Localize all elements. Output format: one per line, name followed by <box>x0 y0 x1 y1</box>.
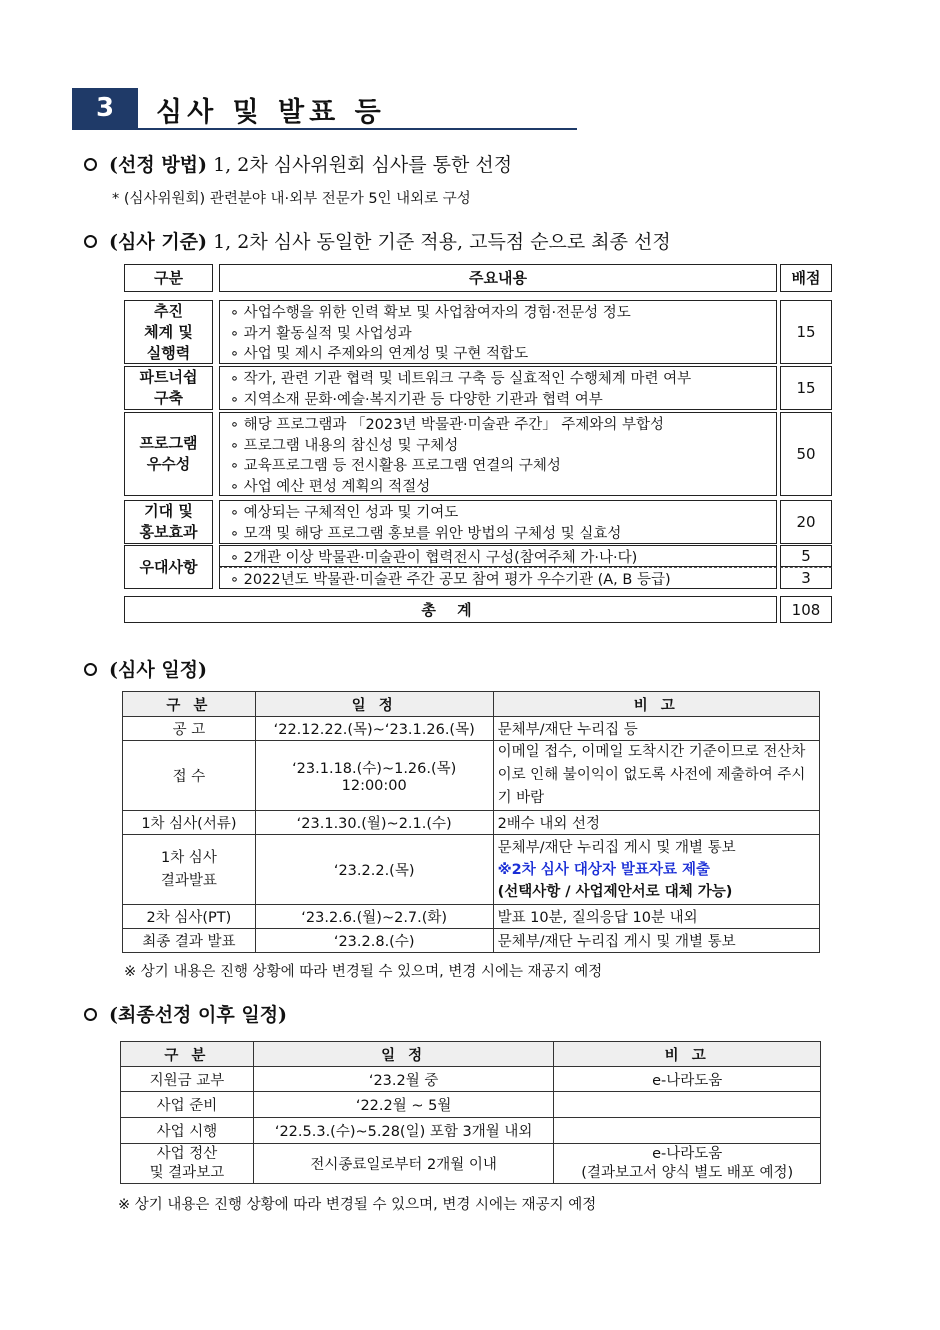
schedule-note-cell <box>493 835 819 905</box>
schedule-note: 발표 10분, 질의응답 10분 내외 <box>493 905 819 929</box>
criteria-category: 기대 및 홍보효과 <box>124 500 213 544</box>
table-row <box>121 1118 821 1144</box>
criteria-score: 3 <box>780 567 832 589</box>
table-row <box>123 741 820 811</box>
criteria-text: 1, 2차 심사 동일한 기준 적용, 고득점 순으로 최종 선정 <box>213 231 671 253</box>
schedule-item: 1차 심사(서류) <box>123 811 256 835</box>
post-schedule-label: (최종선정 이후 일정) <box>109 1004 288 1026</box>
schedule-note: 문체부/재단 누리집 게시 및 개별 통보 <box>497 839 736 856</box>
post-item: 사업 준비 <box>121 1092 254 1118</box>
table-row <box>123 717 820 741</box>
section-header <box>72 88 577 130</box>
post-header-note: 비 고 <box>554 1042 821 1067</box>
schedule-note: 이메일 접수, 이메일 도착시간 기준이므로 전산차이로 인해 불이익이 없도록 사전에 제출하여 주시기 바람 <box>493 741 819 811</box>
table-row <box>123 835 820 905</box>
criteria-item: ∘ 2개관 이상 박물관·미술관이 협력전시 구성(참여주체 가·나·다) <box>230 550 638 566</box>
post-date: ‘22.2월 ~ 5월 <box>253 1092 554 1118</box>
criteria-item: ∘ 예상되는 구체적인 성과 및 기여도 <box>230 505 459 521</box>
schedule-note: 문체부/재단 누리집 게시 및 개별 통보 <box>493 929 819 953</box>
criteria-header-score: 배점 <box>780 264 832 292</box>
schedule-date: ‘23.2.6.(월)~2.7.(화) <box>255 905 493 929</box>
post-item: 사업 시행 <box>121 1118 254 1144</box>
criteria-items <box>219 567 777 589</box>
criteria-item: ∘ 프로그램 내용의 참신성 및 구체성 <box>230 437 459 454</box>
selection-method-text: 1, 2차 심사위원회 심사를 통한 선정 <box>213 154 513 176</box>
criteria-item: ∘ 2022년도 박물관·미술관 주간 공모 참여 평가 우수기관 (A, B 등급) <box>230 572 671 588</box>
criteria-item: ∘ 사업 및 제시 주제와의 연계성 및 구현 적합도 <box>230 346 529 362</box>
criteria-item: ∘ 작가, 관련 기관 협력 및 네트워크 구축 등 실효적인 수행체계 마련 여부 <box>230 371 692 387</box>
circle-bullet-icon <box>84 158 97 171</box>
criteria-score: 5 <box>780 545 832 567</box>
schedule-header-date: 일 정 <box>255 692 493 717</box>
post-header-item: 구 분 <box>121 1042 254 1067</box>
selection-method-heading <box>84 150 512 177</box>
criteria-item: ∘ 모객 및 해당 프로그램 홍보를 위안 방법의 구체성 및 실효성 <box>230 525 622 542</box>
schedule-item: 접 수 <box>123 741 256 811</box>
committee-note: * (심사위원회) 관련분야 내·외부 전문가 5인 내외로 구성 <box>112 191 471 207</box>
schedule-date: ‘23.1.18.(수)~1.26.(목) 12:00:00 <box>255 741 493 811</box>
table-row <box>123 811 820 835</box>
criteria-category: 우대사항 <box>124 545 213 589</box>
circle-bullet-icon <box>84 663 97 676</box>
schedule-footnote: ※ 상기 내용은 진행 상황에 따라 변경될 수 있으며, 변경 시에는 재공지 예정 <box>124 964 603 980</box>
post-schedule-footnote: ※ 상기 내용은 진행 상황에 따라 변경될 수 있으며, 변경 시에는 재공지 예정 <box>118 1197 597 1213</box>
schedule-item: 2차 심사(PT) <box>123 905 256 929</box>
post-note: e-나라도움 <box>554 1067 821 1092</box>
schedule-table <box>122 691 820 953</box>
schedule-date: ‘23.1.30.(월)~2.1.(수) <box>255 811 493 835</box>
selection-method-label: (선정 방법) <box>109 154 208 176</box>
criteria-item: ∘ 사업 예산 편성 계획의 적절성 <box>230 478 431 495</box>
criteria-score: 50 <box>780 412 832 496</box>
post-date: ‘22.5.3.(수)~5.28(일) 포함 3개월 내외 <box>253 1118 554 1144</box>
schedule-heading <box>84 655 207 682</box>
table-row <box>123 905 820 929</box>
schedule-date: ‘23.2.8.(수) <box>255 929 493 953</box>
schedule-note: 문체부/재단 누리집 등 <box>493 717 819 741</box>
table-row <box>121 1144 821 1184</box>
criteria-items <box>219 366 777 410</box>
schedule-header-note: 비 고 <box>493 692 819 717</box>
criteria-score: 20 <box>780 500 832 544</box>
post-date: 전시종료일로부터 2개월 이내 <box>253 1144 554 1184</box>
schedule-header-item: 구 분 <box>123 692 256 717</box>
criteria-header-category: 구분 <box>124 264 213 292</box>
criteria-total: 108 <box>780 596 832 623</box>
post-item: 지원금 교부 <box>121 1067 254 1092</box>
criteria-label: (심사 기준) <box>109 231 208 253</box>
table-row <box>121 1092 821 1118</box>
criteria-item: ∘ 과거 활동실적 및 사업성과 <box>230 325 412 342</box>
section-number: 3 <box>72 88 138 128</box>
criteria-score: 15 <box>780 366 832 410</box>
criteria-score: 15 <box>780 300 832 364</box>
post-schedule-heading <box>84 1000 287 1027</box>
post-schedule-table <box>120 1041 821 1184</box>
post-note: e-나라도움 (결과보고서 양식 별도 배포 예정) <box>554 1144 821 1184</box>
criteria-items <box>219 412 777 496</box>
table-row <box>121 1067 821 1092</box>
criteria-items <box>219 300 777 364</box>
criteria-category: 파트너쉽 구축 <box>124 366 213 410</box>
section-title: 심사 및 발표 등 <box>156 97 386 128</box>
criteria-item: ∘ 지역소재 문화·예술·복지기관 등 다양한 기관과 협력 여부 <box>230 391 603 408</box>
criteria-item: ∘ 해당 프로그램과 「2023년 박물관·미술관 주간」 주제와의 부합성 <box>230 417 665 433</box>
post-item: 사업 정산 및 결과보고 <box>121 1144 254 1184</box>
section-underline <box>72 128 577 130</box>
schedule-date: ‘22.12.22.(목)~‘23.1.26.(목) <box>255 717 493 741</box>
schedule-note: 2배수 내외 선정 <box>493 811 819 835</box>
criteria-item: ∘ 사업수행을 위한 인력 확보 및 사업참여자의 경험·전문성 정도 <box>230 305 631 321</box>
criteria-category: 추진 체계 및 실행력 <box>124 300 213 364</box>
criteria-heading <box>84 227 671 254</box>
schedule-label: (심사 일정) <box>109 659 208 681</box>
post-note <box>554 1118 821 1144</box>
schedule-item: 최종 결과 발표 <box>123 929 256 953</box>
circle-bullet-icon <box>84 1008 97 1021</box>
table-row <box>123 929 820 953</box>
criteria-header-content: 주요내용 <box>219 264 777 292</box>
criteria-item: ∘ 교육프로그램 등 전시활용 프로그램 연결의 구체성 <box>230 458 561 474</box>
circle-bullet-icon <box>84 235 97 248</box>
post-header-date: 일 정 <box>253 1042 554 1067</box>
schedule-note-highlight: ※2차 심사 대상자 발표자료 제출 <box>497 861 711 878</box>
schedule-date: ‘23.2.2.(목) <box>255 835 493 905</box>
criteria-items <box>219 500 777 544</box>
post-note <box>554 1092 821 1118</box>
schedule-item: 1차 심사 결과발표 <box>123 835 256 905</box>
schedule-item: 공 고 <box>123 717 256 741</box>
post-date: ‘23.2월 중 <box>253 1067 554 1092</box>
criteria-items <box>219 545 777 567</box>
criteria-total-label: 총 계 <box>124 596 777 623</box>
schedule-note-bold: (선택사항 / 사업제안서로 대체 가능) <box>497 883 733 900</box>
criteria-category: 프로그램 우수성 <box>124 412 213 496</box>
